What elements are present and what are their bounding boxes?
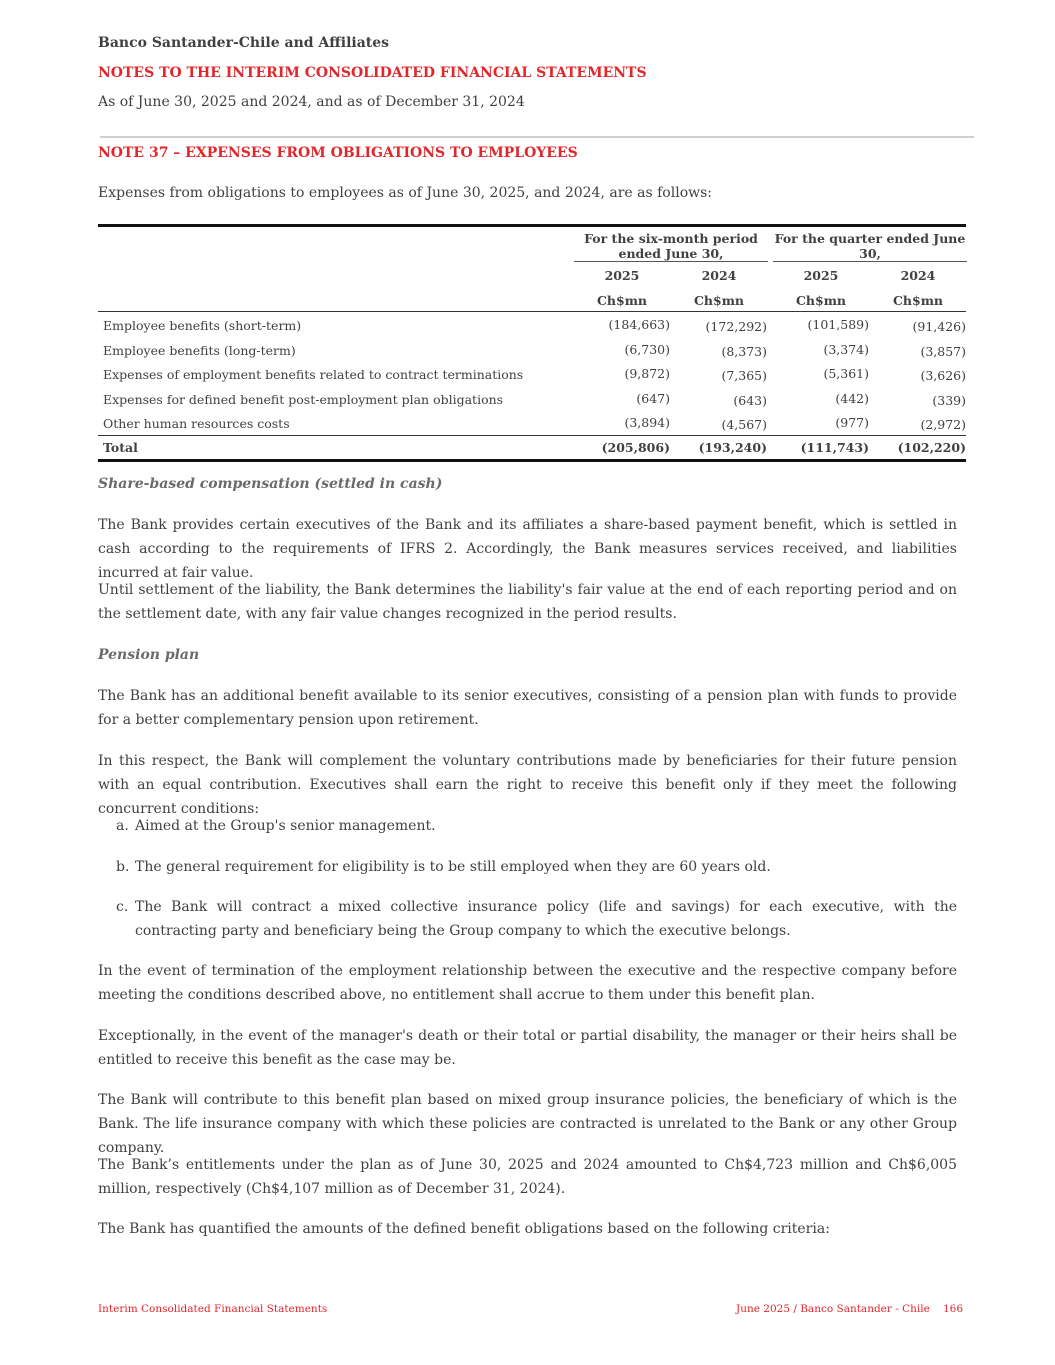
cell-value: (3,626) <box>920 368 966 383</box>
cell-value: (442) <box>835 390 869 406</box>
cell-value: (643) <box>733 392 767 408</box>
page-number: 166 <box>943 1303 964 1315</box>
list-item <box>116 855 957 879</box>
list-text: Aimed at the Group's senior management. <box>135 818 436 834</box>
share-based-heading: Share-based compensation (settled in cash) <box>98 476 443 492</box>
header-divider <box>100 136 974 138</box>
cell-value: (172,292) <box>705 319 767 334</box>
table-row <box>98 410 966 435</box>
currency-header: Ch$mn <box>693 293 745 308</box>
total-value: (111,743) <box>800 439 869 455</box>
pension-paragraph-7: The Bank has quantified the amounts of the defined benefit obligations based on the following criteria: <box>98 1221 830 1237</box>
list-marker: a. <box>116 818 129 834</box>
row-label: Employee benefits (short-term) <box>103 318 302 333</box>
cell-value: (7,365) <box>721 368 767 383</box>
cell-value: (2,972) <box>920 417 966 432</box>
table-row <box>98 312 966 337</box>
cell-value: (339) <box>932 392 966 408</box>
list-item <box>116 814 957 838</box>
as-of-date: As of June 30, 2025 and 2024, and as of December 31, 2024 <box>98 94 525 110</box>
table-header <box>98 227 966 312</box>
list-item <box>116 895 957 943</box>
pension-paragraph-3: In the event of termination of the employment relationship between the executive and the respective company before meeting the conditions described above, no entitlement shall accrue to them under this benefit plan. <box>98 963 957 1003</box>
total-value: (193,240) <box>698 439 767 455</box>
cell-value: (9,872) <box>624 366 670 381</box>
currency-header: Ch$mn <box>596 293 648 308</box>
total-value: (205,806) <box>601 439 670 455</box>
share-based-paragraph-1: The Bank provides certain executives of the Bank and its affiliates a share-based payment benefit, which is settled in cash according to the requirements of IFRS 2. Accordingly, the Bank measures services received, and liabilities incurred at fair value. <box>98 517 957 581</box>
row-label: Expenses for defined benefit post-employment plan obligations <box>103 391 504 407</box>
company-name: Banco Santander-Chile and Affiliates <box>98 35 390 51</box>
row-label: Expenses of employment benefits related to contract terminations <box>103 367 524 382</box>
footer-right: June 2025 / Banco Santander - Chile <box>736 1303 930 1315</box>
year-header: 2025 <box>604 268 640 283</box>
cell-value: (184,663) <box>608 317 670 332</box>
group-header-six-month: For the six-month period ended June 30, <box>574 231 768 262</box>
cell-value: (977) <box>835 415 869 430</box>
cell-value: (91,426) <box>912 319 966 334</box>
cell-value: (8,373) <box>721 343 767 359</box>
pension-paragraph-6: The Bank’s entitlements under the plan as of June 30, 2025 and 2024 amounted to Ch$4,723 million and Ch$6,005 million, respectively (Ch$4,107 million as of December 31, 2024). <box>98 1157 957 1197</box>
group-header-quarter: For the quarter ended June 30, <box>774 231 966 261</box>
cell-value: (3,894) <box>624 415 670 430</box>
notes-title: NOTES TO THE INTERIM CONSOLIDATED FINANCIAL STATEMENTS <box>98 65 647 81</box>
currency-header: Ch$mn <box>892 293 944 308</box>
table-row <box>98 361 966 386</box>
pension-paragraph-2: In this respect, the Bank will complement the voluntary contributions made by beneficiaries for their future pension with an equal contribution. Executives shall earn the right to receive this benefit only if they meet the following concurrent conditions: <box>98 753 957 817</box>
cell-value: (5,361) <box>823 366 869 381</box>
row-label: Other human resources costs <box>103 416 290 431</box>
expenses-table <box>98 224 966 462</box>
cell-value: (3,374) <box>823 341 869 357</box>
total-row <box>98 435 966 462</box>
footer-left: Interim Consolidated Financial Statements <box>98 1303 328 1315</box>
list-marker: c. <box>116 899 129 915</box>
table-row <box>98 386 966 411</box>
currency-header: Ch$mn <box>795 293 847 308</box>
pension-paragraph-5: The Bank will contribute to this benefit plan based on mixed group insurance policies, the beneficiary of which is the Bank. The life insurance company with which these policies are contracted is unrelated to the Bank or any other Group company. <box>98 1092 957 1156</box>
pension-heading: Pension plan <box>98 647 200 663</box>
cell-value: (6,730) <box>624 341 670 357</box>
cell-value: (101,589) <box>807 317 869 332</box>
cell-value: (4,567) <box>721 417 767 432</box>
share-based-paragraph-2: Until settlement of the liability, the Bank determines the liability's fair value at the end of each reporting period and on the settlement date, with any fair value changes recognized in the period results. <box>98 582 957 622</box>
note-title: NOTE 37 – EXPENSES FROM OBLIGATIONS TO EMPLOYEES <box>98 145 578 161</box>
list-marker: b. <box>116 859 130 875</box>
year-header: 2025 <box>803 268 839 283</box>
pension-paragraph-1: The Bank has an additional benefit available to its senior executives, consisting of a pension plan with funds to provide for a better complementary pension upon retirement. <box>98 688 957 728</box>
table-row <box>98 337 966 362</box>
list-text: The Bank will contract a mixed collective insurance policy (life and savings) for each executive, with the contracting party and beneficiary being the Group company to which the executive belongs. <box>135 899 957 939</box>
year-header: 2024 <box>900 268 936 283</box>
note-intro: Expenses from obligations to employees as of June 30, 2025, and 2024, are as follows: <box>98 185 713 201</box>
list-text: The general requirement for eligibility is to be still employed when they are 60 years old. <box>135 859 771 875</box>
total-value: (102,220) <box>897 439 966 455</box>
pension-paragraph-4: Exceptionally, in the event of the manager's death or their total or partial disability, the manager or their heirs shall be entitled to receive this benefit as the case may be. <box>98 1028 957 1068</box>
cell-value: (3,857) <box>920 343 966 359</box>
cell-value: (647) <box>636 390 670 406</box>
row-label: Employee benefits (long-term) <box>103 342 296 358</box>
year-header: 2024 <box>701 268 737 283</box>
total-label: Total <box>103 439 138 455</box>
